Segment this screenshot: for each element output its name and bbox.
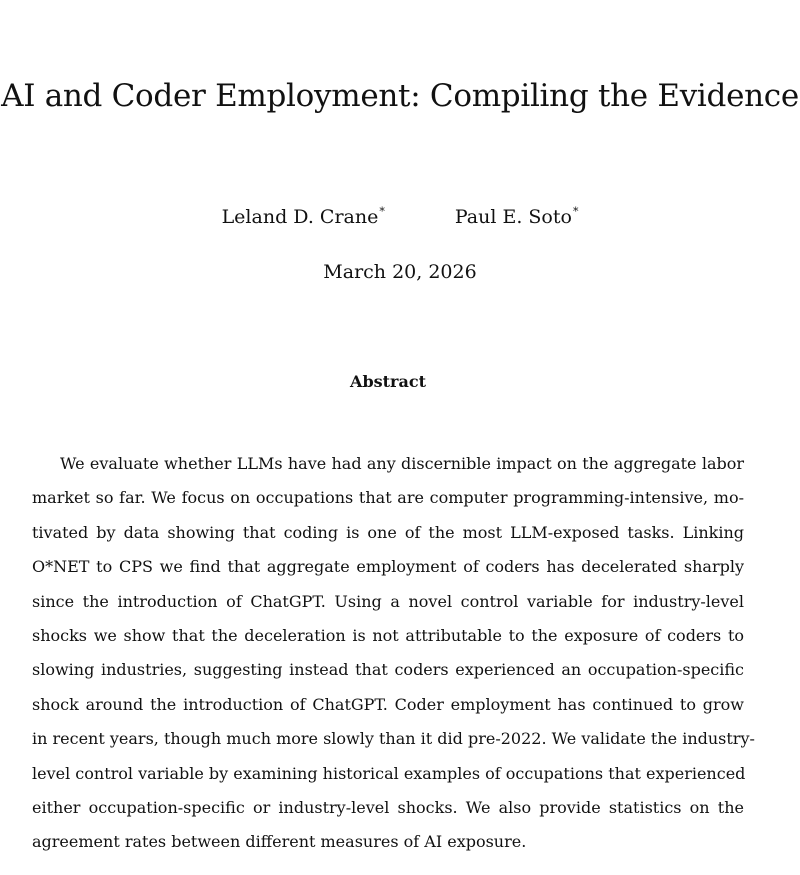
abstract-line: since the introduction of ChatGPT. Using a novel control variable for industry-level [32,591,744,611]
author-2 [455,198,579,231]
author-list [0,198,800,231]
abstract-line: shocks we show that the deceleration is not attributable to the exposure of coders to [32,625,744,645]
abstract-body [32,447,755,860]
author-name: Paul E. Soto [454,206,572,228]
author-1 [222,198,385,231]
abstract-heading: Abstract [350,372,426,391]
abstract-line: either occupation-specific or industry-level shocks. We also provide statistics on the [32,797,744,817]
abstract-line: in recent years, though much more slowly than it did pre-2022. We validate the industry- [32,729,755,749]
paper-title: AI and Coder Employment: Compiling the Evidence [1,78,799,114]
abstract-line: level control variable by examining historical examples of occupations that experienced [32,763,746,783]
abstract-line: O*NET to CPS we find that aggregate employment of coders has decelerated sharply [32,557,744,577]
abstract-line: slowing industries, suggesting instead that coders experienced an occupation-specific [32,660,744,680]
abstract-line: agreement rates between different measures of AI exposure. [32,832,527,852]
author-affiliation-marker: * [379,205,385,218]
author-name: Leland D. Crane [221,206,379,228]
author-affiliation-marker: * [572,205,579,218]
abstract-line: shock around the introduction of ChatGPT. Coder employment has continued to grow [32,694,744,714]
abstract-line: market so far. We focus on occupations that are computer programming-intensive, mo- [32,488,744,508]
abstract-line: We evaluate whether LLMs have had any discernible impact on the aggregate labor [60,454,744,473]
publication-date: March 20, 2026 [323,261,477,283]
abstract-line: tivated by data showing that coding is one of the most LLM-exposed tasks. Linking [32,522,744,542]
